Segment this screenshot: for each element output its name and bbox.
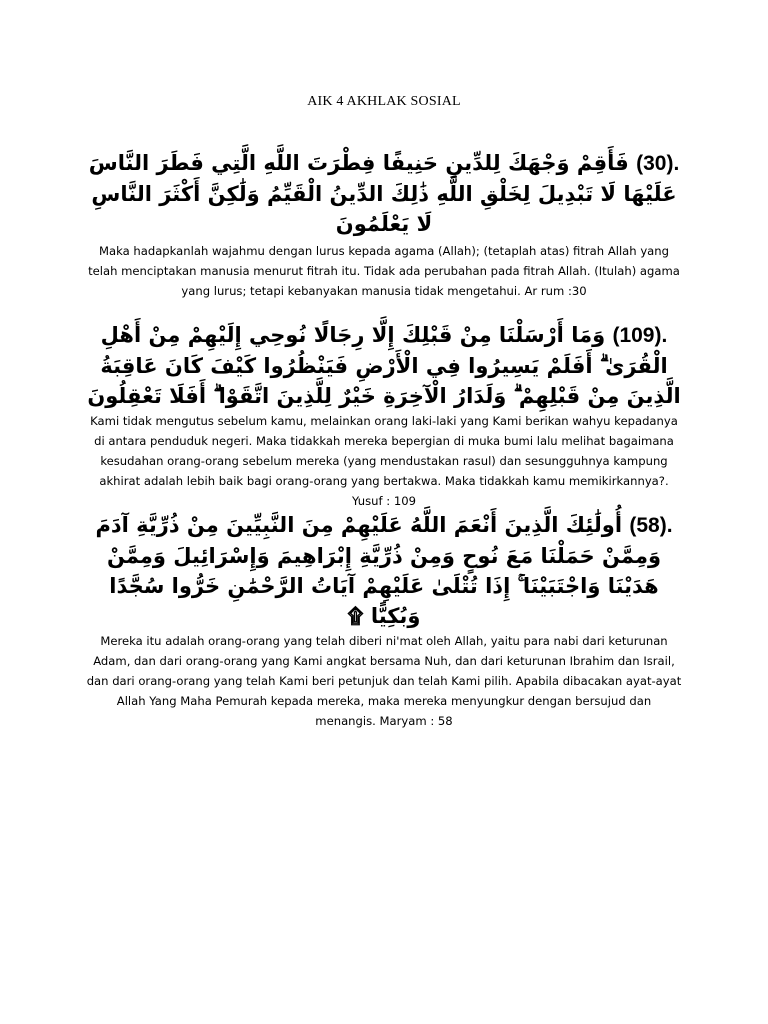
verse-block-30 — [86, 148, 682, 301]
verse-number: (109). — [612, 324, 668, 347]
verse-block-58 — [86, 510, 682, 731]
verse-translation: Mereka itu adalah orang-orang yang telah diberi ni'mat oleh Allah, yaitu para nabi dari keturunan Adam, dan dari orang-orang yang Kami angkat bersama Nuh, dan dari keturunan Ibrahim dan Israil, dan dari orang-orang yang telah Kami beri petunjuk dan telah Kami pilih. Apabila dibacakan ayat-ayat Allah Yang Maha Pemurah kepada mereka, maka mereka menyungkur dengan bersujud dan menangis. Maryam : 58 — [86, 634, 682, 728]
page-header: AIK 4 AKHLAK SOSIAL — [307, 94, 461, 109]
verse-number: (30). — [636, 152, 680, 175]
verse-block-109 — [86, 320, 682, 511]
arabic-verse-text — [86, 148, 682, 239]
arabic-verse-text — [86, 510, 682, 631]
verse-translation: Maka hadapkanlah wajahmu dengan lurus kepada agama (Allah); (tetaplah atas) fitrah Allah yang telah menciptakan manusia menurut fitrah itu. Tidak ada perubahan pada fitrah Allah. (Itulah) agama yang lurus; tetapi kebanyakan manusia tidak mengetahui. Ar rum :30 — [88, 244, 680, 298]
arabic-verse: أُولَٰئِكَ الَّذِينَ أَنْعَمَ اللَّهُ عَلَيْهِمْ مِنَ النَّبِيِّينَ مِنْ ذُرِّيَّةِ آدَمَ وَمِمَّنْ حَمَلْنَا مَعَ نُوحٍ وَمِنْ ذُرِّيَّةِ إِبْرَاهِيمَ وَإِسْرَائِيلَ وَمِمَّنْ هَدَيْنَا وَاجْتَبَيْنَا ۚ إِذَا تُتْلَىٰ عَلَيْهِمْ آيَاتُ الرَّحْمَٰنِ خَرُّوا سُجَّدًا وَبُكِيًّا ۩ — [95, 513, 662, 628]
verse-translation: Kami tidak mengutus sebelum kamu, melainkan orang laki-laki yang Kami berikan wahyu kepadanya di antara penduduk negeri. Maka tidakkah mereka bepergian di muka bumi lalu melihat bagaimana kesudahan orang-orang sebelum mereka (yang mendustakan rasul) dan sesungguhnya kampung akhirat adalah lebih baik bagi orang-orang yang bertakwa. Maka tidakkah kamu memikirkannya?. Yusuf : 109 — [90, 414, 678, 508]
verse-number: (58). — [629, 514, 673, 537]
arabic-verse-text — [86, 320, 682, 411]
arabic-verse: فَأَقِمْ وَجْهَكَ لِلدِّينِ حَنِيفًا فِطْرَتَ اللَّهِ الَّتِي فَطَرَ النَّاسَ عَلَيْهَا لَا تَبْدِيلَ لِخَلْقِ اللَّهِ ذَٰلِكَ الدِّينُ الْقَيِّمُ وَلَٰكِنَّ أَكْثَرَ النَّاسِ لَا يَعْلَمُونَ — [88, 151, 677, 236]
arabic-verse: وَمَا أَرْسَلْنَا مِنْ قَبْلِكَ إِلَّا رِجَالًا نُوحِي إِلَيْهِمْ مِنْ أَهْلِ الْقُرَىٰ ۗ أَفَلَمْ يَسِيرُوا فِي الْأَرْضِ فَيَنْظُرُوا كَيْفَ كَانَ عَاقِبَةُ الَّذِينَ مِنْ قَبْلِهِمْ ۗ وَلَدَارُ الْآخِرَةِ خَيْرٌ لِلَّذِينَ اتَّقَوْا ۗ أَفَلَا تَعْقِلُونَ — [87, 323, 681, 408]
